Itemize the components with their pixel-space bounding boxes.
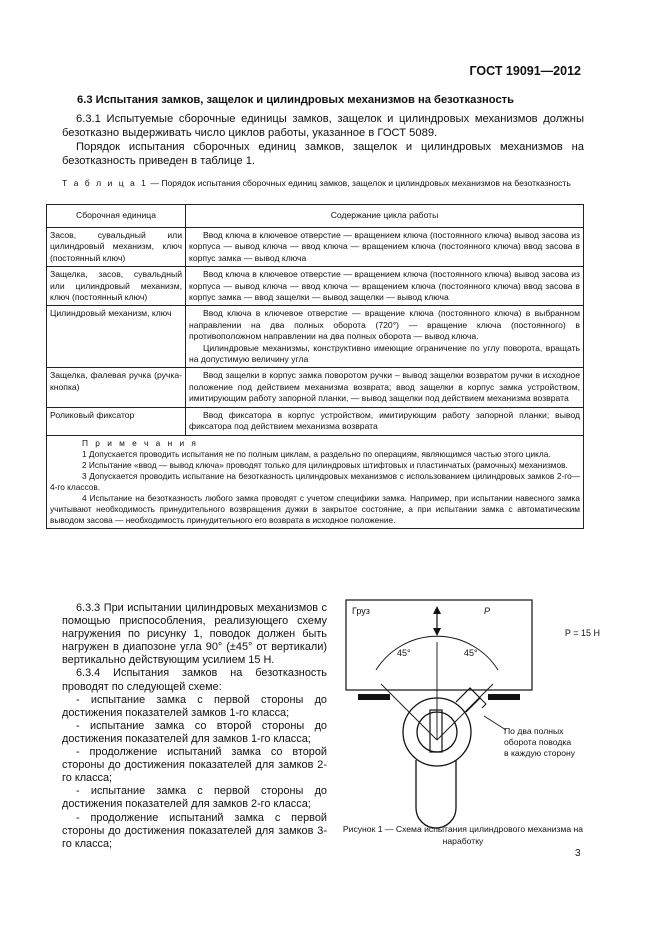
assembly-unit-cell: Защелка, засов, сувальдный или цилиндровый механизм, ключ (постоянный ключ) [47,267,186,306]
force-value-label: P = 15 Н [564,628,600,638]
note-item: 1 Допускается проводить испытания не по полным циклам, а раздельно по операциям, являющимся частью этого цикла. [82,448,551,459]
annotation-line: в каждую сторону [504,748,576,758]
annotation-line: По два полных [504,726,564,736]
page-number: 3 [575,848,581,859]
table-header-row [47,205,584,228]
table-row [47,228,584,267]
paragraph-6-3-4: 6.3.4 Испытания замков на безотказность проводят по следующей схеме: [62,667,327,693]
table-caption [62,177,584,189]
lever-tip [480,698,486,708]
annotation-leader [484,716,506,730]
table-row [47,407,584,435]
cycle-content-text: Ввод ключа в ключевое отверстие — вращение ключа (постоянного ключа) в выбранном направлении на два полных оборота (720°) — вращение ключа (постоянного) в противоположном направлении на два полных оборота — вывод ключа. [189,308,580,342]
note-item: 3 Допускается проводить испытание на безотказность цилиндровых механизмов с использованием цилиндровых замков 2-го—4-го классов. [50,470,580,492]
load-label: Груз [352,606,370,616]
document-number: ГОСТ 19091—2012 [469,64,581,78]
cycle-content-cell: Ввод ключа в ключевое отверстие — вращением ключа (постоянного ключа) вывод засова из корпуса — вывод ключа — ввод ключа — вращением ключа (постоянного ключа) ввод засова в корпус замка — вывод ключа [186,228,584,267]
arrow-head-up [433,606,441,614]
bullet-item: - испытание замка со второй стороны до достижения показателей для замков 1-го класса; [62,719,327,745]
paragraph-text: 6.3.1 Испытуемые сборочные единицы замков, защелок и цилиндровых механизмов должны безотказно выдерживать число циклов работы, указанное в ГОСТ 5089. [62,113,584,139]
table-row [47,306,584,368]
table-caption-label: Т а б л и ц а 1 [62,178,148,188]
notes-title: П р и м е ч а н и я [82,437,199,448]
table-caption-text: — Порядок испытания сборочных единиц замков, защелок и цилиндровых механизмов на безотказность [147,178,571,188]
angle-right-label: 45° [464,648,478,658]
table-notes [47,435,584,528]
support-right [488,694,520,700]
assembly-unit-cell: Цилиндровый механизм, ключ [47,306,186,368]
bullet-item: - испытание замка с первой стороны до достижения показателей для замков 2-го класса; [62,785,327,811]
angle-left-label: 45° [397,648,411,658]
table-row [47,267,584,306]
cycle-content-cell [186,306,584,368]
cycle-content-cell: Ввод ключа в ключевое отверстие — вращением ключа (постоянного ключа) вывод засова из корпуса — вывод ключа — ввод ключа — вращением ключа (постоянного ключа) ввод засова в корпус замка — ввод защелки — вывод защелки — вывод ключа [186,267,584,306]
note-item: 4 Испытание на безотказность любого замка проводят с учетом специфики замка. Например, при испытании навесного замка учитывают необходимость принудительного возвращения дужки в закрытое состояние, а при испытании замка с автоматическим выводом засова — необходимость принудительного его возврата в исходное положение. [50,492,580,525]
cycle-content-cell: Ввод защелки в корпус замка поворотом ручки – вывод защелки возвратом ручки в исходное положение под действием механизма возврата; ввод защелки в корпус замка устройством, имитирующим работу запорной планки, — вывод защелки под действием механизма возврата [186,368,584,407]
bullet-item: - продолжение испытаний замка со второй стороны до достижения показателей для замков 2-го класса; [62,746,327,785]
assembly-unit-cell: Защелка, фалевая ручка (ручка-кнопка) [47,368,186,407]
bullet-item: - испытание замка с первой стороны до достижения показателей замков 1-го класса; [62,693,327,719]
note-item: 2 Испытание «ввод — вывод ключа» проводят только для цилиндровых штифтовых и пластинчатых (рамочных) механизмов. [82,459,568,470]
paragraph-6-3-1 [62,112,584,168]
paragraph-text: Порядок испытания сборочных единиц замков, защелок и цилиндровых механизмов на безотказность приведен в таблице 1. [62,141,584,167]
paragraph-6-3-3: 6.3.3 При испытании цилиндровых механизмов с помощью приспособления, реализующего схему нагружения по рисунку 1, поводок должен быть нагружен в диапозоне угла 90° (±45° от вертикали) вертикально действующим усилием 15 Н. [62,602,327,667]
column-header: Сборочная единица [47,205,186,228]
force-symbol: P [484,606,491,616]
bullet-item: - продолжение испытаний замка с первой стороны до достижения показателей для замков 3-го класса; [62,811,327,850]
left-column-text [62,602,327,851]
cycle-content-text: Цилиндровые механизмы, конструктивно имеющие ограничение по углу поворота, вращать на допустимую величину угла [189,342,580,365]
annotation-line: оборота поводка [504,737,572,747]
assembly-unit-cell: Засов, сувальдный или цилиндровый механизм, ключ (постоянный ключ) [47,228,186,267]
column-header: Содержание цикла работы [186,205,584,228]
key-slot [430,710,442,752]
table-notes-row [47,435,584,528]
support-left [358,694,390,700]
figure-caption: Рисунок 1 — Схема испытания цилиндрового механизма на наработку [342,824,584,846]
cylinder-body [416,760,456,828]
test-order-table [46,204,584,529]
assembly-unit-cell: Роликовый фиксатор [47,407,186,435]
cycle-content-cell: Ввод фиксатора в корпус устройством, имитирующим работу запорной планки; вывод фиксатора под действием механизма возврата [186,407,584,435]
arrow-head-down [433,628,441,636]
figure-1-test-scheme [338,598,600,848]
section-title: 6.3 Испытания замков, защелок и цилиндровых механизмов на безотказность [77,94,515,106]
table-row [47,368,584,407]
